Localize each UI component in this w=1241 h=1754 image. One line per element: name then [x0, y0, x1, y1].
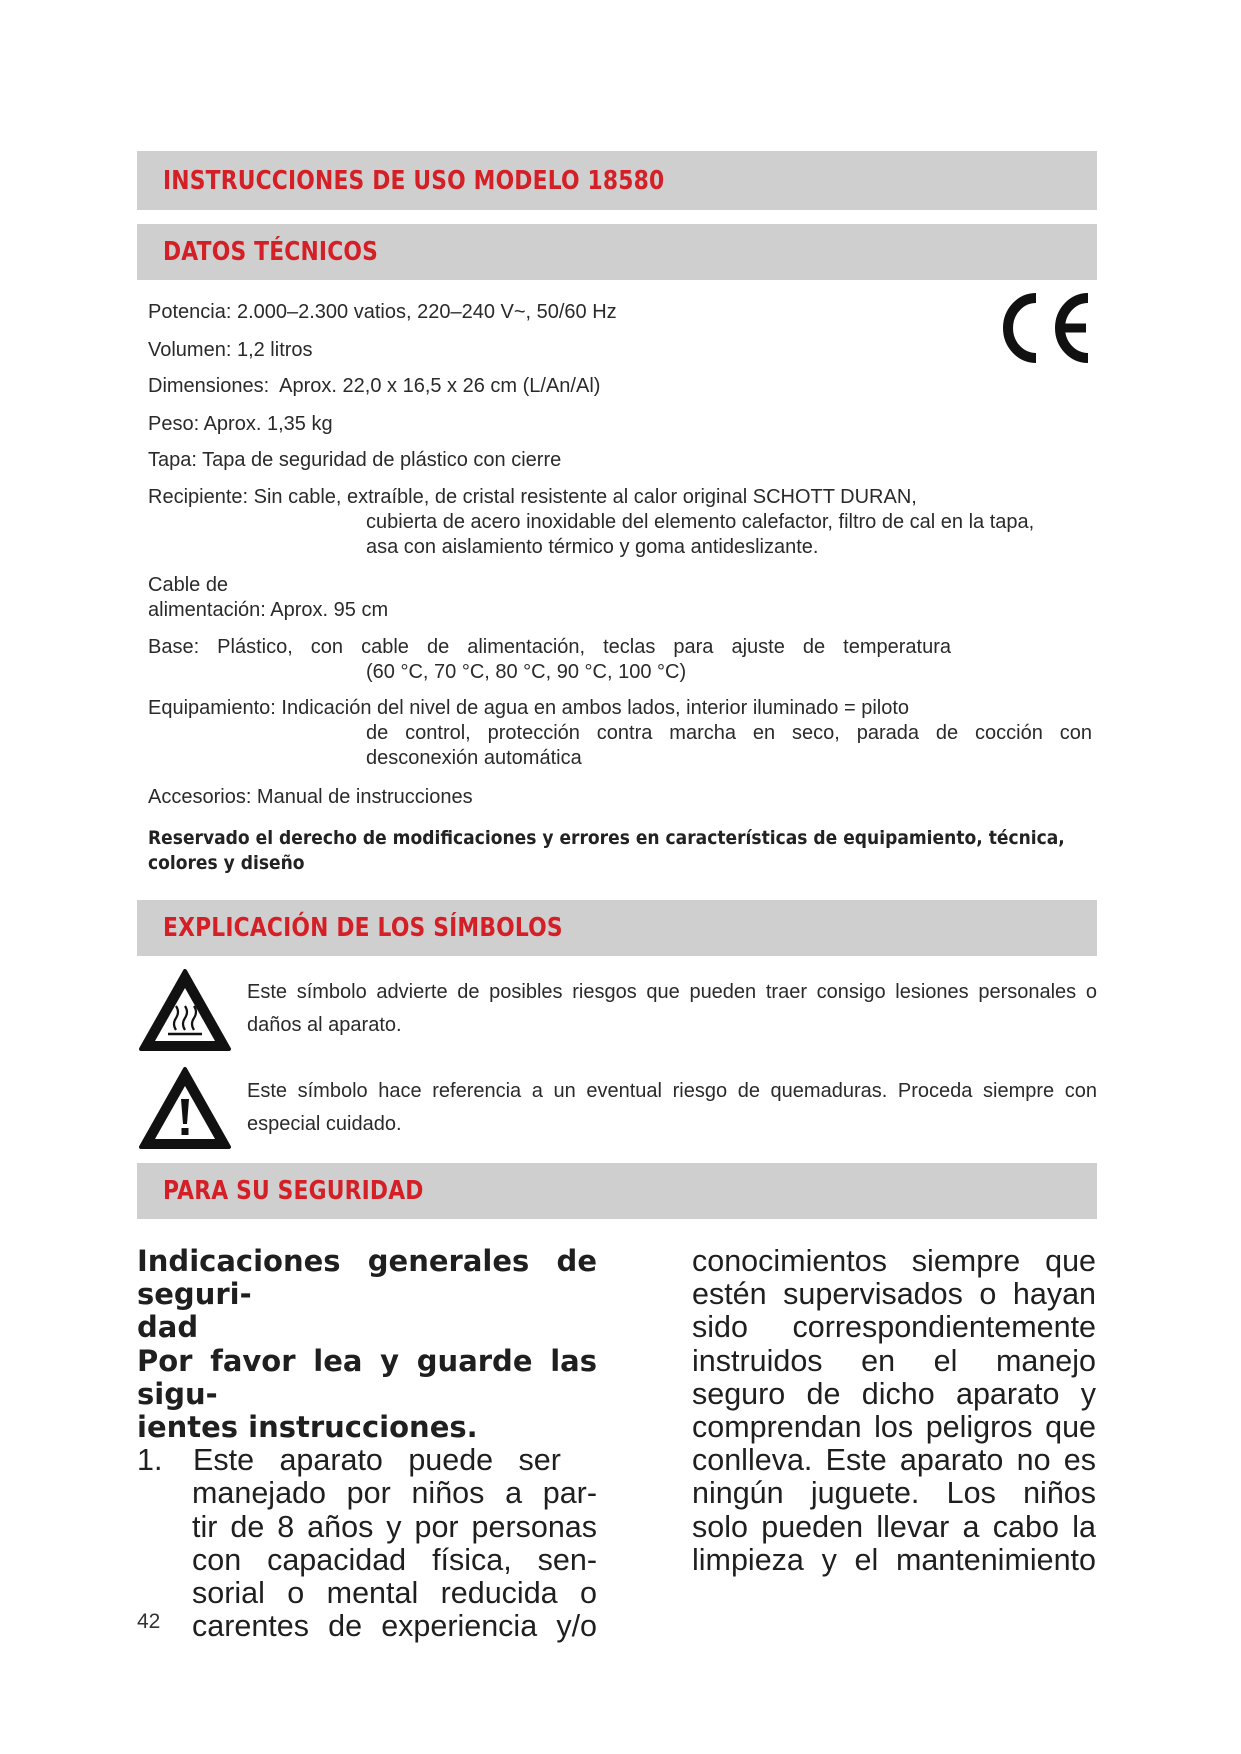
hot-surface-warning-icon [138, 968, 232, 1052]
section-bar-simbolos [137, 900, 1097, 956]
spec-volumen: Volumen: 1,2 litros [148, 339, 313, 361]
ce-mark-icon [996, 288, 1096, 368]
notice-line: Reservado el derecho de modificaciones y errores en características de equipamiento, técnica, [148, 827, 1065, 849]
spec-recipiente: Recipiente: Sin cable, extraíble, de cristal resistente al calor original SCHOTT DURAN, [148, 486, 917, 508]
section-bar-datos-tecnicos [137, 224, 1097, 280]
section-bar-seguridad [137, 1163, 1097, 1219]
spec-potencia: Potencia: 2.000–2.300 vatios, 220–240 V~, 50/60 Hz [148, 301, 617, 323]
spec-equipamiento: Equipamiento: Indicación del nivel de agua en ambos lados, interior iluminado = piloto [148, 697, 910, 719]
list-item-text: tir de 8 años y por personas [192, 1509, 597, 1544]
section-title-simbolos: EXPLICACIÓN DE LOS SÍMBOLOS [163, 913, 563, 943]
spec-cable: Cable de [148, 574, 229, 596]
list-item-text: manejado por niños a par- [192, 1476, 597, 1511]
spec-tapa: Tapa: Tapa de seguridad de plástico con cierre [148, 449, 562, 471]
title-bar [137, 151, 1097, 210]
spec-recipiente-cont: cubierta de acero inoxidable del elemento calefactor, filtro de cal en la tapa, [366, 511, 1035, 533]
list-item [137, 1444, 597, 1477]
safety-heading: Indicaciones generales de seguri- [137, 1244, 597, 1312]
spec-cable-cont: alimentación: Aprox. 95 cm [148, 599, 389, 621]
safety-subheading: Por favor lea y guarde las sigu- [137, 1343, 597, 1411]
spec-peso: Peso: Aprox. 1,35 kg [148, 413, 333, 435]
paragraph-line: ningún juguete. Los niños [692, 1476, 1096, 1511]
safety-left-column [137, 1245, 597, 1643]
paragraph-line: solo pueden llevar a cabo la [692, 1509, 1096, 1544]
section-title-datos-tecnicos: DATOS TÉCNICOS [163, 237, 379, 267]
paragraph-line: seguro de dicho aparato y [692, 1376, 1096, 1411]
paragraph-line: estén supervisados o hayan [692, 1277, 1096, 1312]
paragraph-line: limpieza y el mantenimiento [692, 1542, 1096, 1577]
spec-equipamiento-cont: de control, protección contra marcha en seco, parada de cocción con [366, 722, 1092, 744]
hot-symbol-description: Este símbolo advierte de posibles riesgos que pueden traer consigo lesiones personales o daños al aparato. [247, 981, 1097, 1036]
list-item-text: con capacidad física, sen- [192, 1542, 597, 1577]
page-title: INSTRUCCIONES DE USO MODELO 18580 [163, 165, 665, 196]
spec-equipamiento-cont: desconexión automática [366, 747, 582, 769]
safety-right-column [692, 1245, 1096, 1577]
modification-notice [148, 826, 1065, 876]
spec-recipiente-cont: asa con aislamiento térmico y goma antideslizante. [366, 536, 819, 558]
notice-line: colores y diseño [148, 852, 305, 874]
list-item-number: 1. [137, 1443, 163, 1478]
list-item-text: Este aparato puede ser [193, 1443, 561, 1478]
list-item-text: sorial o mental reducida o [192, 1576, 597, 1611]
paragraph-line: conocimientos siempre que [692, 1244, 1096, 1278]
paragraph-line: comprendan los peligros que [692, 1410, 1096, 1445]
exclamation-warning-icon [138, 1066, 232, 1150]
spec-base: Base: Plástico, con cable de alimentación, teclas para ajuste de temperatura [148, 636, 951, 658]
paragraph-line: conlleva. Este aparato no es [692, 1443, 1096, 1478]
general-symbol-description: Este símbolo hace referencia a un eventual riesgo de quemaduras. Proceda siempre con especial cuidado. [247, 1080, 1097, 1135]
spec-base-cont: (60 °C, 70 °C, 80 °C, 90 °C, 100 °C) [366, 661, 687, 683]
list-item-text: carentes de experiencia y/o [192, 1609, 597, 1644]
safety-heading: dad [137, 1310, 199, 1345]
safety-subheading: ientes instrucciones. [137, 1410, 478, 1445]
paragraph-line: sido correspondientemente [692, 1310, 1096, 1345]
page-number: 42 [137, 1610, 161, 1633]
paragraph-line: instruidos en el manejo [692, 1343, 1096, 1378]
spec-dimensiones: Dimensiones: Aprox. 22,0 x 16,5 x 26 cm (L/An/Al) [148, 375, 601, 397]
spec-accesorios: Accesorios: Manual de instrucciones [148, 786, 473, 808]
section-title-seguridad: PARA SU SEGURIDAD [163, 1176, 424, 1206]
